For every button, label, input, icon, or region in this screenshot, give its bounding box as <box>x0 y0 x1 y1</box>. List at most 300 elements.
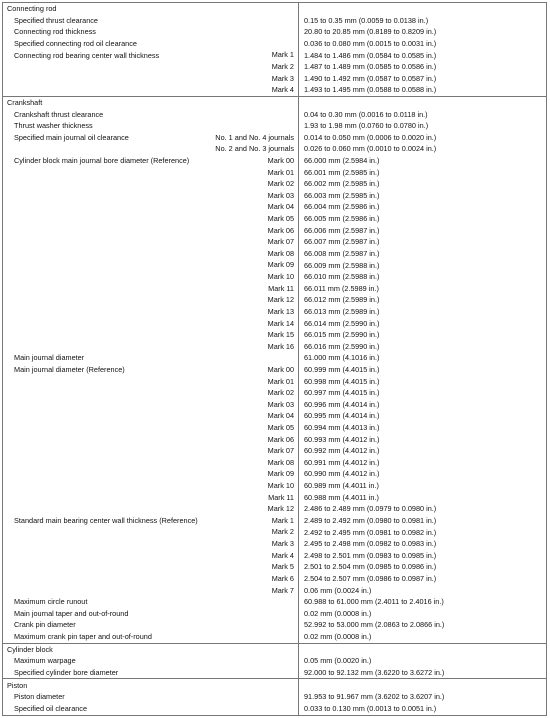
spec-sublabel: Mark 14 <box>267 318 294 328</box>
spec-value: 0.06 mm (0.0024 in.) <box>304 585 372 595</box>
spec-label: Specified thrust clearance <box>14 15 98 25</box>
spec-label-cell <box>3 503 299 515</box>
spec-label-cell <box>3 283 299 295</box>
spec-sublabel: Mark 3 <box>271 73 294 83</box>
spec-label: Main journal diameter (Reference) <box>14 364 125 374</box>
spec-value: 60.990 mm (4.4012 in.) <box>304 469 380 479</box>
spec-value: 0.05 mm (0.0020 in.) <box>304 656 372 666</box>
spec-row <box>3 410 547 422</box>
spec-value-cell <box>299 49 547 61</box>
spec-label: Piston <box>7 680 28 690</box>
spec-label: Specified connecting rod oil clearance <box>14 38 137 48</box>
spec-row <box>3 364 547 376</box>
spec-value-cell <box>299 526 547 538</box>
spec-value: 2.486 to 2.489 mm (0.0979 to 0.0980 in.) <box>304 504 437 514</box>
spec-value: 52.992 to 53.000 mm (2.0863 to 2.0866 in.) <box>304 620 445 630</box>
spec-value-cell <box>299 480 547 492</box>
spec-row <box>3 352 547 364</box>
spec-row <box>3 550 547 562</box>
spec-value-cell <box>299 236 547 248</box>
spec-label-cell <box>3 341 299 353</box>
spec-sublabel: Mark 5 <box>271 562 294 572</box>
spec-label-cell <box>3 84 299 96</box>
spec-sublabel: Mark 4 <box>271 85 294 95</box>
spec-sublabel: Mark 11 <box>268 283 294 293</box>
spec-value-cell <box>299 15 547 27</box>
spec-label-cell <box>3 49 299 61</box>
spec-sublabel: Mark 4 <box>271 550 294 560</box>
section-header-row <box>3 96 547 108</box>
spec-value-cell <box>299 96 547 108</box>
spec-label: Piston diameter <box>14 692 65 702</box>
spec-label-cell <box>3 643 299 655</box>
spec-value-cell <box>299 61 547 73</box>
spec-row <box>3 213 547 225</box>
spec-label: Cylinder block main journal bore diameter (Reference) <box>14 156 190 166</box>
spec-value-cell <box>299 329 547 341</box>
spec-value-cell <box>299 703 547 716</box>
spec-value: 1.93 to 1.98 mm (0.0760 to 0.0780 in.) <box>304 121 429 131</box>
spec-value-cell <box>299 655 547 667</box>
spec-value: 66.001 mm (2.5985 in.) <box>304 167 380 177</box>
spec-value-cell <box>299 503 547 515</box>
spec-label: Standard main bearing center wall thickness (Reference) <box>14 515 198 525</box>
spec-value: 60.989 mm (4.4011 in.) <box>304 481 379 491</box>
spec-value: 2.489 to 2.492 mm (0.0980 to 0.0981 in.) <box>304 515 437 525</box>
spec-sublabel: Mark 10 <box>267 272 294 282</box>
spec-label-cell <box>3 538 299 550</box>
spec-row <box>3 109 547 121</box>
spec-label: Maximum warpage <box>14 656 76 666</box>
spec-row <box>3 306 547 318</box>
spec-value-cell <box>299 585 547 597</box>
spec-row <box>3 132 547 144</box>
spec-label-cell <box>3 667 299 679</box>
spec-sublabel: Mark 02 <box>267 388 294 398</box>
spec-sublabel: Mark 16 <box>267 341 294 351</box>
spec-row <box>3 120 547 132</box>
spec-row <box>3 608 547 620</box>
section-header-row <box>3 3 547 15</box>
spec-row <box>3 225 547 237</box>
spec-value-cell <box>299 550 547 562</box>
spec-value: 66.003 mm (2.5985 in.) <box>304 190 380 200</box>
section-header-row <box>3 643 547 655</box>
spec-label-cell <box>3 480 299 492</box>
spec-row <box>3 691 547 703</box>
spec-value: 66.013 mm (2.5989 in.) <box>304 306 380 316</box>
spec-row <box>3 526 547 538</box>
spec-value-cell <box>299 178 547 190</box>
spec-value: 2.501 to 2.504 mm (0.0985 to 0.0986 in.) <box>304 562 437 572</box>
spec-value-cell <box>299 109 547 121</box>
spec-sublabel: Mark 1 <box>271 50 294 60</box>
spec-sublabel: Mark 01 <box>267 167 294 177</box>
spec-label-cell <box>3 655 299 667</box>
spec-label-cell <box>3 422 299 434</box>
spec-label-cell <box>3 679 299 691</box>
spec-sublabel: Mark 13 <box>267 306 294 316</box>
spec-value-cell <box>299 352 547 364</box>
spec-row <box>3 596 547 608</box>
spec-sublabel: Mark 12 <box>267 504 294 514</box>
spec-row <box>3 15 547 27</box>
spec-value-cell <box>299 248 547 260</box>
spec-label-cell <box>3 318 299 330</box>
spec-row <box>3 84 547 96</box>
spec-value: 2.498 to 2.501 mm (0.0983 to 0.0985 in.) <box>304 550 437 560</box>
spec-sublabel: Mark 6 <box>271 573 294 583</box>
spec-label-cell <box>3 271 299 283</box>
spec-row <box>3 49 547 61</box>
spec-value-cell <box>299 434 547 446</box>
spec-label-cell <box>3 120 299 132</box>
spec-label-cell <box>3 201 299 213</box>
spec-value: 2.495 to 2.498 mm (0.0982 to 0.0983 in.) <box>304 539 437 549</box>
spec-value: 60.992 mm (4.4012 in.) <box>304 446 380 456</box>
spec-value-cell <box>299 201 547 213</box>
spec-value: 66.000 mm (2.5984 in.) <box>304 156 380 166</box>
spec-row <box>3 259 547 271</box>
spec-value: 60.999 mm (4.4015 in.) <box>304 364 380 374</box>
spec-value: 1.493 to 1.495 mm (0.0588 to 0.0588 in.) <box>304 85 437 95</box>
spec-label-cell <box>3 132 299 144</box>
spec-value <box>302 98 304 107</box>
spec-value-cell <box>299 120 547 132</box>
spec-sublabel: Mark 05 <box>267 422 294 432</box>
spec-row <box>3 387 547 399</box>
spec-row <box>3 503 547 515</box>
spec-value: 66.006 mm (2.5987 in.) <box>304 225 380 235</box>
spec-value: 60.998 mm (4.4015 in.) <box>304 376 380 386</box>
spec-label: Specified cylinder bore diameter <box>14 667 119 677</box>
spec-sublabel: Mark 03 <box>267 190 294 200</box>
spec-label-cell <box>3 631 299 643</box>
spec-label-cell <box>3 550 299 562</box>
spec-row <box>3 515 547 527</box>
spec-label-cell <box>3 190 299 202</box>
spec-row <box>3 399 547 411</box>
spec-value-cell <box>299 515 547 527</box>
spec-sublabel: Mark 15 <box>267 330 294 340</box>
spec-label-cell <box>3 155 299 167</box>
spec-value: 61.000 mm (4.1016 in.) <box>304 353 380 363</box>
spec-value: 0.033 to 0.130 mm (0.0013 to 0.0051 in.) <box>304 704 437 714</box>
spec-value: 60.988 mm (4.4011 in.) <box>304 492 379 502</box>
spec-row <box>3 585 547 597</box>
spec-label: Connecting rod bearing center wall thickness <box>14 50 160 60</box>
spec-value-cell <box>299 38 547 50</box>
spec-row <box>3 283 547 295</box>
spec-row <box>3 445 547 457</box>
spec-value: 2.504 to 2.507 mm (0.0986 to 0.0987 in.) <box>304 573 437 583</box>
spec-value: 0.036 to 0.080 mm (0.0015 to 0.0031 in.) <box>304 38 437 48</box>
spec-sublabel: Mark 2 <box>271 62 294 72</box>
spec-row <box>3 538 547 550</box>
spec-value: 0.15 to 0.35 mm (0.0059 to 0.0138 in.) <box>304 15 429 25</box>
spec-value: 60.988 to 61.000 mm (2.4011 to 2.4016 in.) <box>304 597 444 607</box>
spec-value-cell <box>299 225 547 237</box>
spec-row <box>3 434 547 446</box>
spec-row <box>3 190 547 202</box>
spec-value-cell <box>299 155 547 167</box>
spec-row <box>3 376 547 388</box>
spec-value: 1.487 to 1.489 mm (0.0585 to 0.0586 in.) <box>304 62 437 72</box>
spec-value-cell <box>299 283 547 295</box>
spec-value-cell <box>299 167 547 179</box>
spec-label-cell <box>3 236 299 248</box>
spec-value-cell <box>299 410 547 422</box>
spec-label: Crankshaft thrust clearance <box>14 109 104 119</box>
spec-sublabel: Mark 1 <box>271 515 294 525</box>
spec-value-cell <box>299 341 547 353</box>
spec-label-cell <box>3 399 299 411</box>
spec-value-cell <box>299 190 547 202</box>
spec-value <box>302 645 304 654</box>
spec-label: Main journal diameter <box>14 353 85 363</box>
spec-label-cell <box>3 526 299 538</box>
spec-label-cell <box>3 585 299 597</box>
spec-value: 60.994 mm (4.4013 in.) <box>304 423 380 433</box>
spec-value-cell <box>299 631 547 643</box>
spec-label: Crankshaft <box>7 97 43 107</box>
spec-label-cell <box>3 468 299 480</box>
spec-row <box>3 73 547 85</box>
spec-row <box>3 492 547 504</box>
spec-label: Connecting rod <box>7 4 57 14</box>
spec-sublabel: Mark 04 <box>267 411 294 421</box>
spec-sublabel: Mark 11 <box>268 492 294 502</box>
spec-value-cell <box>299 143 547 155</box>
spec-label-cell <box>3 691 299 703</box>
spec-sublabel: Mark 09 <box>267 469 294 479</box>
spec-label-cell <box>3 143 299 155</box>
spec-value-cell <box>299 73 547 85</box>
spec-sublabel: Mark 07 <box>267 237 294 247</box>
spec-value-cell <box>299 387 547 399</box>
spec-label: Maximum crank pin taper and out-of-round <box>14 632 152 642</box>
spec-sublabel: Mark 01 <box>267 376 294 386</box>
spec-label: Connecting rod thickness <box>14 27 96 37</box>
spec-label-cell <box>3 306 299 318</box>
spec-label-cell <box>3 294 299 306</box>
spec-value: 1.484 to 1.486 mm (0.0584 to 0.0585 in.) <box>304 50 437 60</box>
spec-value: 66.009 mm (2.5988 in.) <box>304 260 380 270</box>
spec-label-cell <box>3 376 299 388</box>
spec-value-cell <box>299 561 547 573</box>
spec-row <box>3 631 547 643</box>
spec-label-cell <box>3 61 299 73</box>
spec-label-cell <box>3 38 299 50</box>
spec-value: 60.996 mm (4.4014 in.) <box>304 399 380 409</box>
spec-value: 60.991 mm (4.4012 in.) <box>304 457 380 467</box>
spec-sublabel: No. 1 and No. 4 journals <box>215 132 294 142</box>
spec-value-cell <box>299 364 547 376</box>
spec-sublabel: Mark 06 <box>267 225 294 235</box>
spec-row <box>3 561 547 573</box>
spec-row <box>3 318 547 330</box>
spec-row <box>3 236 547 248</box>
spec-sublabel: No. 2 and No. 3 journals <box>215 144 294 154</box>
spec-row <box>3 667 547 679</box>
spec-sublabel: Mark 07 <box>267 446 294 456</box>
spec-row <box>3 480 547 492</box>
spec-label-cell <box>3 410 299 422</box>
spec-row <box>3 248 547 260</box>
spec-sublabel: Mark 10 <box>267 481 294 491</box>
spec-value: 92.000 to 92.132 mm (3.6220 to 3.6272 in.) <box>304 667 445 677</box>
spec-label-cell <box>3 213 299 225</box>
spec-label-cell <box>3 329 299 341</box>
spec-sublabel: Mark 02 <box>267 179 294 189</box>
spec-sublabel: Mark 05 <box>267 214 294 224</box>
spec-value: 66.004 mm (2.5986 in.) <box>304 202 380 212</box>
spec-value-cell <box>299 492 547 504</box>
spec-label-cell <box>3 259 299 271</box>
spec-label-cell <box>3 434 299 446</box>
spec-value-cell <box>299 667 547 679</box>
spec-label: Specified oil clearance <box>14 704 88 714</box>
spec-value: 66.016 mm (2.5990 in.) <box>304 341 380 351</box>
spec-value-cell <box>299 422 547 434</box>
spec-row <box>3 38 547 50</box>
spec-row <box>3 619 547 631</box>
spec-value-cell <box>299 271 547 283</box>
spec-value: 0.04 to 0.30 mm (0.0016 to 0.0118 in.) <box>304 109 428 119</box>
spec-value-cell <box>299 84 547 96</box>
spec-sublabel: Mark 12 <box>267 295 294 305</box>
spec-value: 66.011 mm (2.5989 in.) <box>304 283 379 293</box>
spec-value-cell <box>299 318 547 330</box>
spec-value: 66.005 mm (2.5986 in.) <box>304 214 380 224</box>
spec-label: Crank pin diameter <box>14 620 76 630</box>
spec-label-cell <box>3 619 299 631</box>
spec-value-cell <box>299 3 547 15</box>
spec-label-cell <box>3 457 299 469</box>
spec-row <box>3 167 547 179</box>
spec-label-cell <box>3 109 299 121</box>
spec-value: 20.80 to 20.85 mm (0.8189 to 0.8209 in.) <box>304 27 437 37</box>
spec-row <box>3 457 547 469</box>
spec-value-cell <box>299 596 547 608</box>
spec-table-body <box>3 3 547 716</box>
spec-value: 0.026 to 0.060 mm (0.0010 to 0.0024 in.) <box>304 144 437 154</box>
spec-value: 66.015 mm (2.5990 in.) <box>304 330 380 340</box>
spec-label-cell <box>3 596 299 608</box>
spec-row <box>3 703 547 716</box>
spec-label-cell <box>3 225 299 237</box>
spec-label-cell <box>3 178 299 190</box>
spec-value-cell <box>299 213 547 225</box>
spec-value: 66.014 mm (2.5990 in.) <box>304 318 380 328</box>
spec-label: Maximum circle runout <box>14 597 88 607</box>
spec-value: 2.492 to 2.495 mm (0.0981 to 0.0982 in.) <box>304 527 437 537</box>
spec-value-cell <box>299 445 547 457</box>
spec-row <box>3 655 547 667</box>
spec-label-cell <box>3 445 299 457</box>
spec-sublabel: Mark 04 <box>267 202 294 212</box>
spec-value: 66.008 mm (2.5987 in.) <box>304 248 380 258</box>
spec-row <box>3 155 547 167</box>
spec-row <box>3 468 547 480</box>
spec-value-cell <box>299 457 547 469</box>
spec-label-cell <box>3 15 299 27</box>
spec-sublabel: Mark 00 <box>267 364 294 374</box>
spec-label-cell <box>3 167 299 179</box>
spec-label: Cylinder block <box>7 644 53 654</box>
spec-value: 1.490 to 1.492 mm (0.0587 to 0.0587 in.) <box>304 73 437 83</box>
spec-label-cell <box>3 387 299 399</box>
spec-value-cell <box>299 376 547 388</box>
spec-row <box>3 341 547 353</box>
spec-label-cell <box>3 364 299 376</box>
spec-sublabel: Mark 08 <box>267 457 294 467</box>
spec-row <box>3 271 547 283</box>
spec-label: Specified main journal oil clearance <box>14 132 129 142</box>
spec-value-cell <box>299 399 547 411</box>
spec-value: 60.997 mm (4.4015 in.) <box>304 388 380 398</box>
spec-value-cell <box>299 132 547 144</box>
spec-sublabel: Mark 08 <box>267 248 294 258</box>
spec-value: 66.007 mm (2.5987 in.) <box>304 237 380 247</box>
spec-row <box>3 329 547 341</box>
spec-label-cell <box>3 73 299 85</box>
spec-label-cell <box>3 561 299 573</box>
spec-value-cell <box>299 573 547 585</box>
spec-value: 0.014 to 0.050 mm (0.0006 to 0.0020 in.) <box>304 132 437 142</box>
spec-label-cell <box>3 492 299 504</box>
spec-label: Thrust washer thickness <box>14 121 93 131</box>
spec-value: 66.002 mm (2.5985 in.) <box>304 179 380 189</box>
spec-sublabel: Mark 03 <box>267 399 294 409</box>
spec-label-cell <box>3 608 299 620</box>
spec-value: 66.010 mm (2.5988 in.) <box>304 272 380 282</box>
spec-row <box>3 61 547 73</box>
spec-value-cell <box>299 691 547 703</box>
spec-label-cell <box>3 96 299 108</box>
spec-label-cell <box>3 26 299 38</box>
spec-sublabel: Mark 7 <box>271 585 294 595</box>
spec-value: 60.993 mm (4.4012 in.) <box>304 434 380 444</box>
spec-row <box>3 143 547 155</box>
spec-value-cell <box>299 259 547 271</box>
spec-row <box>3 422 547 434</box>
spec-value-cell <box>299 608 547 620</box>
spec-value-cell <box>299 643 547 655</box>
spec-row <box>3 294 547 306</box>
spec-sublabel: Mark 00 <box>267 155 294 165</box>
spec-value-cell <box>299 306 547 318</box>
spec-label-cell <box>3 248 299 260</box>
spec-row <box>3 573 547 585</box>
spec-label-cell <box>3 352 299 364</box>
spec-value: 0.02 mm (0.0008 in.) <box>304 632 372 642</box>
section-header-row <box>3 679 547 691</box>
spec-value <box>302 4 304 13</box>
spec-label-cell <box>3 703 299 716</box>
spec-label: Main journal taper and out-of-round <box>14 608 129 618</box>
spec-sublabel: Mark 09 <box>267 260 294 270</box>
spec-value: 66.012 mm (2.5989 in.) <box>304 295 380 305</box>
spec-value: 91.953 to 91.967 mm (3.6202 to 3.6207 in.) <box>304 692 445 702</box>
spec-value-cell <box>299 679 547 691</box>
spec-table <box>2 2 547 716</box>
spec-label-cell <box>3 3 299 15</box>
spec-sublabel: Mark 06 <box>267 434 294 444</box>
spec-row <box>3 26 547 38</box>
spec-value: 60.995 mm (4.4014 in.) <box>304 411 380 421</box>
spec-row <box>3 201 547 213</box>
